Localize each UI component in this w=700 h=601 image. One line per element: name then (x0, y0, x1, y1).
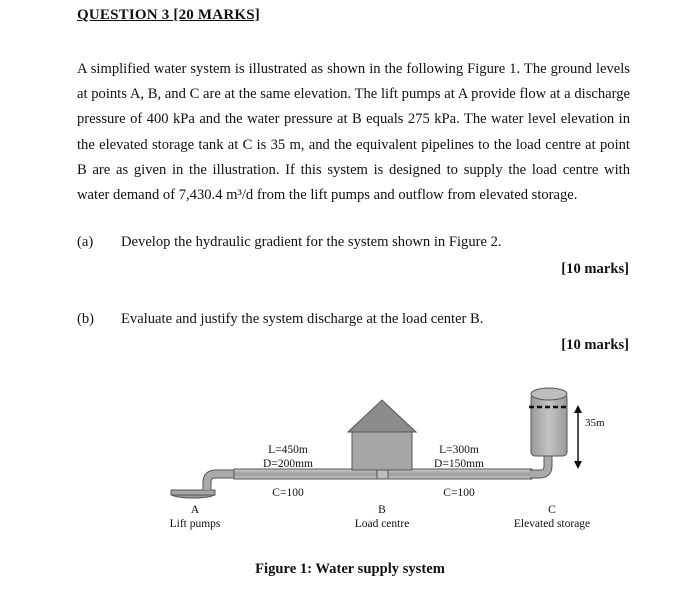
part-b-marks: [10 marks] (561, 337, 629, 353)
load-centre-building (352, 432, 412, 470)
pipe1-diameter: D=200mm (263, 458, 313, 470)
question-intro: A simplified water system is illustrated as shown in the following Figure 1. The ground levels at points A, B, and C are at the same elevation. The lift pumps at A provide flow at a discharge pressure of 400 kPa and the water pressure at B equals 275 kPa. The water level elevation in the elevated storage tank at C is 35 m, and the equivalent pipelines to the load centre at point B are as given in the illustration. If this system is designed to supply the load centre with water demand of 7,430.4 m³/d from the lift pumps and outflow from elevated storage. (77, 61, 630, 204)
point-a-letter: A (190, 504, 200, 516)
part-a-text: Develop the hydraulic gradient for the system shown in Figure 2. (121, 234, 502, 250)
elevated-tank (531, 394, 567, 456)
load-centre-connection (377, 470, 388, 479)
elevated-tank-top (531, 388, 567, 400)
load-centre-roof (348, 400, 416, 432)
height-arrow-down (574, 461, 582, 469)
pipe1-length: L=450m (268, 444, 308, 456)
pipe2-coefficient: C=100 (443, 487, 475, 499)
point-b-letter: B (378, 504, 386, 516)
water-system-figure (0, 380, 700, 550)
part-a-marks: [10 marks] (561, 261, 629, 277)
pipe2-diameter: D=150mm (434, 458, 484, 470)
figure-caption: Figure 1: Water supply system (255, 561, 445, 577)
point-c-name: Elevated storage (513, 518, 591, 530)
question-heading: QUESTION 3 [20 MARKS] (77, 7, 260, 23)
point-a-name: Lift pumps (169, 518, 221, 530)
pump-base-top (171, 490, 215, 495)
point-b-name: Load centre (354, 518, 410, 530)
part-b-text: Evaluate and justify the system discharge at the load center B. (121, 311, 484, 327)
part-b-label: (b) (77, 311, 95, 327)
pipe1-coefficient: C=100 (272, 487, 304, 499)
tank-riser-pipe (530, 454, 548, 474)
tank-height-label: 35m (585, 417, 605, 429)
part-a-label: (a) (77, 234, 94, 250)
height-arrow-up (574, 405, 582, 413)
pipe2-length: L=300m (439, 444, 479, 456)
point-c-letter: C (548, 504, 556, 516)
